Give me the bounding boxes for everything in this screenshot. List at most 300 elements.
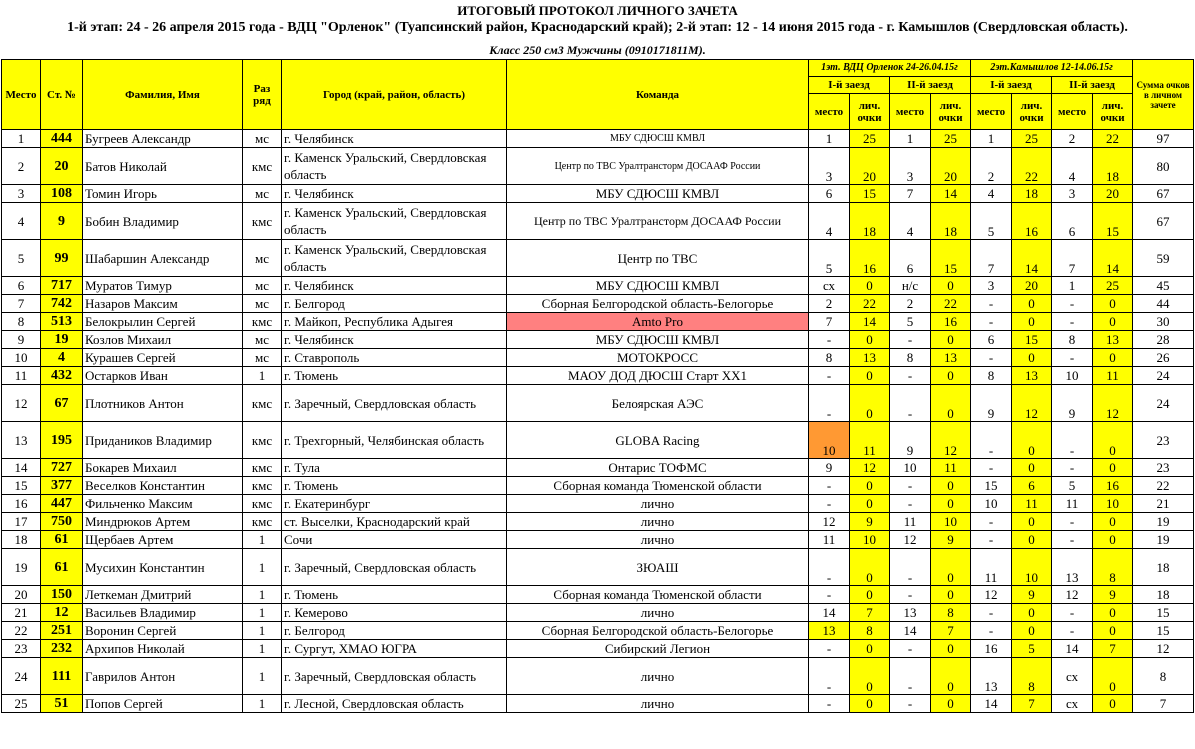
cell-points: 25 <box>850 130 890 148</box>
cell-place: 8 <box>2 313 41 331</box>
cell-team: Онтарис ТОФМС <box>507 459 809 477</box>
cell-name: Белокрылин Сергей <box>83 313 243 331</box>
cell-name: Бугреев Александр <box>83 130 243 148</box>
cell-name: Курашев Сергей <box>83 349 243 367</box>
cell-rank: 1 <box>243 604 282 622</box>
cell-city: г. Лесной, Свердловская область <box>282 695 507 713</box>
cell-position: 1 <box>809 130 850 148</box>
cell-position: 14 <box>971 695 1012 713</box>
cell-position: 5 <box>971 203 1012 240</box>
cell-position: 14 <box>890 622 931 640</box>
cell-points: 25 <box>931 130 971 148</box>
cell-city: г. Челябинск <box>282 185 507 203</box>
cell-place: 24 <box>2 658 41 695</box>
cell-position: 11 <box>809 531 850 549</box>
col-pts: лич. очки <box>850 94 890 130</box>
cell-name: Фильченко Максим <box>83 495 243 513</box>
cell-points: 0 <box>850 495 890 513</box>
cell-place: 7 <box>2 295 41 313</box>
cell-total: 12 <box>1133 640 1194 658</box>
cell-position: - <box>1052 604 1093 622</box>
col-pts: лич. очки <box>1093 94 1133 130</box>
cell-team: МАОУ ДОД ДЮСШ Старт ХХ1 <box>507 367 809 385</box>
cell-points: 16 <box>850 240 890 277</box>
cell-points: 10 <box>1012 549 1052 586</box>
col-pos: место <box>971 94 1012 130</box>
cell-position: 11 <box>890 513 931 531</box>
col-s1-race2: II-й заезд <box>890 77 971 94</box>
results-table <box>1 59 1194 713</box>
cell-rank: 1 <box>243 549 282 586</box>
cell-place: 3 <box>2 185 41 203</box>
cell-points: 0 <box>1012 295 1052 313</box>
cell-name: Придаников Владимир <box>83 422 243 459</box>
cell-rank: 1 <box>243 367 282 385</box>
cell-points: 0 <box>850 277 890 295</box>
cell-position: - <box>809 586 850 604</box>
cell-points: 9 <box>1012 586 1052 604</box>
cell-start-number: 51 <box>41 695 83 713</box>
cell-total: 26 <box>1133 349 1194 367</box>
cell-position: 8 <box>809 349 850 367</box>
cell-place: 11 <box>2 367 41 385</box>
cell-points: 22 <box>850 295 890 313</box>
table-row <box>2 313 1194 331</box>
cell-position: - <box>890 640 931 658</box>
table-row <box>2 203 1194 240</box>
cell-name: Плотников Антон <box>83 385 243 422</box>
cell-points: 12 <box>850 459 890 477</box>
cell-points: 8 <box>931 604 971 622</box>
cell-place: 20 <box>2 586 41 604</box>
cell-points: 8 <box>1012 658 1052 695</box>
cell-points: 7 <box>1093 640 1133 658</box>
cell-team: Белоярская АЭС <box>507 385 809 422</box>
cell-points: 8 <box>1093 549 1133 586</box>
cell-points: 22 <box>1093 130 1133 148</box>
cell-position: 6 <box>890 240 931 277</box>
class-line: Класс 250 см3 Мужчины (0910171811М). <box>489 43 706 57</box>
cell-points: 0 <box>1012 604 1052 622</box>
col-rank: Раз ряд <box>243 60 282 130</box>
cell-start-number: 61 <box>41 531 83 549</box>
cell-start-number: 444 <box>41 130 83 148</box>
cell-team: лично <box>507 531 809 549</box>
table-row <box>2 367 1194 385</box>
cell-position: 2 <box>809 295 850 313</box>
cell-position: 3 <box>971 277 1012 295</box>
cell-city: г. Тюмень <box>282 586 507 604</box>
cell-rank: кмс <box>243 313 282 331</box>
cell-total: 67 <box>1133 203 1194 240</box>
cell-city: г. Каменск Уральский, Свердловская область <box>282 148 507 185</box>
cell-points: 0 <box>1012 459 1052 477</box>
cell-position: - <box>890 367 931 385</box>
cell-points: 0 <box>931 367 971 385</box>
cell-city: г. Майкоп, Республика Адыгея <box>282 313 507 331</box>
cell-place: 10 <box>2 349 41 367</box>
cell-name: Томин Игорь <box>83 185 243 203</box>
cell-points: 15 <box>850 185 890 203</box>
cell-points: 0 <box>1012 422 1052 459</box>
cell-start-number: 67 <box>41 385 83 422</box>
col-team: Команда <box>507 60 809 130</box>
cell-team: Сибирский Легион <box>507 640 809 658</box>
cell-name: Миндрюков Артем <box>83 513 243 531</box>
table-row <box>2 549 1194 586</box>
cell-start-number: 20 <box>41 148 83 185</box>
cell-points: 14 <box>1012 240 1052 277</box>
cell-city: г. Заречный, Свердловская область <box>282 385 507 422</box>
cell-rank: мс <box>243 331 282 349</box>
cell-rank: мс <box>243 277 282 295</box>
cell-total: 8 <box>1133 658 1194 695</box>
cell-points: 6 <box>1012 477 1052 495</box>
cell-city: г. Заречный, Свердловская область <box>282 658 507 695</box>
cell-start-number: 12 <box>41 604 83 622</box>
cell-total: 18 <box>1133 549 1194 586</box>
cell-points: 13 <box>931 349 971 367</box>
cell-position: - <box>890 331 931 349</box>
cell-rank: мс <box>243 349 282 367</box>
cell-place: 1 <box>2 130 41 148</box>
cell-points: 8 <box>850 622 890 640</box>
cell-position: - <box>809 331 850 349</box>
cell-total: 24 <box>1133 385 1194 422</box>
cell-rank: 1 <box>243 622 282 640</box>
cell-place: 18 <box>2 531 41 549</box>
cell-position: 8 <box>890 349 931 367</box>
cell-name: Воронин Сергей <box>83 622 243 640</box>
cell-points: 16 <box>1012 203 1052 240</box>
cell-position: - <box>890 495 931 513</box>
cell-start-number: 377 <box>41 477 83 495</box>
table-row <box>2 640 1194 658</box>
cell-position: 16 <box>971 640 1012 658</box>
cell-position: - <box>809 495 850 513</box>
cell-position: 7 <box>890 185 931 203</box>
cell-points: 0 <box>931 640 971 658</box>
cell-position: 12 <box>1052 586 1093 604</box>
cell-position: - <box>971 349 1012 367</box>
table-row <box>2 185 1194 203</box>
cell-position: 1 <box>890 130 931 148</box>
cell-start-number: 9 <box>41 203 83 240</box>
cell-position: 4 <box>890 203 931 240</box>
cell-start-number: 447 <box>41 495 83 513</box>
cell-start-number: 108 <box>41 185 83 203</box>
cell-position: 12 <box>890 531 931 549</box>
cell-points: 0 <box>1012 622 1052 640</box>
cell-points: 18 <box>1012 185 1052 203</box>
cell-name: Муратов Тимур <box>83 277 243 295</box>
cell-name: Батов Николай <box>83 148 243 185</box>
cell-place: 17 <box>2 513 41 531</box>
cell-team: лично <box>507 495 809 513</box>
table-row <box>2 531 1194 549</box>
cell-position: - <box>809 477 850 495</box>
cell-points: 13 <box>1012 367 1052 385</box>
cell-points: 10 <box>931 513 971 531</box>
cell-place: 23 <box>2 640 41 658</box>
cell-team: Центр по ТВС Уралтрансторм ДОСААФ России <box>507 203 809 240</box>
cell-points: 11 <box>1093 367 1133 385</box>
cell-points: 0 <box>1093 295 1133 313</box>
cell-position: 5 <box>890 313 931 331</box>
cell-position: 14 <box>1052 640 1093 658</box>
table-row <box>2 495 1194 513</box>
table-row <box>2 477 1194 495</box>
cell-team: Сборная Белгородской область-Белогорье <box>507 295 809 313</box>
stages-line: 1-й этап: 24 - 26 апреля 2015 года - ВДЦ "Орленок" (Туапсинский район, Краснодарский край); 2-й этап: 12 - 14 июня 2015 года - г. Камышлов (Свердловская область). <box>67 20 1128 35</box>
cell-position: 3 <box>1052 185 1093 203</box>
cell-position: 10 <box>890 459 931 477</box>
table-row <box>2 459 1194 477</box>
cell-start-number: 61 <box>41 549 83 586</box>
cell-points: 0 <box>850 586 890 604</box>
cell-name: Щербаев Артем <box>83 531 243 549</box>
cell-start-number: 99 <box>41 240 83 277</box>
cell-position: 11 <box>1052 495 1093 513</box>
cell-city: г. Тюмень <box>282 477 507 495</box>
cell-points: 0 <box>1093 695 1133 713</box>
cell-points: 0 <box>850 640 890 658</box>
cell-start-number: 232 <box>41 640 83 658</box>
cell-position: сх <box>809 277 850 295</box>
cell-points: 0 <box>850 477 890 495</box>
cell-points: 10 <box>850 531 890 549</box>
cell-position: 6 <box>809 185 850 203</box>
cell-points: 13 <box>1093 331 1133 349</box>
table-row <box>2 513 1194 531</box>
cell-points: 0 <box>1093 658 1133 695</box>
cell-team: Сборная Белгородской область-Белогорье <box>507 622 809 640</box>
cell-points: 0 <box>850 367 890 385</box>
cell-position: - <box>890 385 931 422</box>
cell-place: 16 <box>2 495 41 513</box>
cell-start-number: 111 <box>41 658 83 695</box>
cell-city: г. Каменск Уральский, Свердловская область <box>282 203 507 240</box>
cell-points: 25 <box>1093 277 1133 295</box>
cell-position: 13 <box>890 604 931 622</box>
cell-rank: 1 <box>243 695 282 713</box>
cell-city: г. Тюмень <box>282 367 507 385</box>
cell-position: - <box>890 549 931 586</box>
cell-total: 22 <box>1133 477 1194 495</box>
cell-position: 3 <box>809 148 850 185</box>
cell-rank: кмс <box>243 477 282 495</box>
cell-position: 14 <box>809 604 850 622</box>
cell-team: МБУ СДЮСШ КМВЛ <box>507 277 809 295</box>
cell-position: - <box>809 695 850 713</box>
cell-points: 20 <box>1093 185 1133 203</box>
cell-name: Веселков Константин <box>83 477 243 495</box>
cell-city: г. Каменск Уральский, Свердловская область <box>282 240 507 277</box>
col-s2-race2: II-й заезд <box>1052 77 1133 94</box>
cell-points: 20 <box>1012 277 1052 295</box>
cell-points: 0 <box>850 549 890 586</box>
cell-total: 80 <box>1133 148 1194 185</box>
cell-points: 0 <box>931 495 971 513</box>
cell-team: МБУ СДЮСШ КМВЛ <box>507 331 809 349</box>
col-stage2: 2эт.Камышлов 12-14.06.15г <box>971 60 1133 77</box>
cell-points: 0 <box>1093 313 1133 331</box>
cell-points: 9 <box>1093 586 1133 604</box>
cell-team: лично <box>507 695 809 713</box>
cell-position: - <box>809 640 850 658</box>
cell-points: 22 <box>1012 148 1052 185</box>
cell-name: Мусихин Константин <box>83 549 243 586</box>
cell-position: 1 <box>1052 277 1093 295</box>
cell-position: 7 <box>1052 240 1093 277</box>
cell-name: Бокарев Михаил <box>83 459 243 477</box>
cell-points: 18 <box>850 203 890 240</box>
cell-start-number: 750 <box>41 513 83 531</box>
cell-rank: кмс <box>243 385 282 422</box>
cell-points: 9 <box>931 531 971 549</box>
cell-place: 14 <box>2 459 41 477</box>
table-row <box>2 658 1194 695</box>
cell-start-number: 432 <box>41 367 83 385</box>
cell-points: 11 <box>850 422 890 459</box>
cell-points: 12 <box>931 422 971 459</box>
cell-start-number: 195 <box>41 422 83 459</box>
cell-team: Центр по ТВС <box>507 240 809 277</box>
cell-position: 2 <box>971 148 1012 185</box>
cell-position: 8 <box>1052 331 1093 349</box>
cell-points: 14 <box>1093 240 1133 277</box>
cell-points: 0 <box>931 586 971 604</box>
cell-points: 0 <box>1012 513 1052 531</box>
cell-points: 0 <box>931 549 971 586</box>
cell-name: Архипов Николай <box>83 640 243 658</box>
cell-position: 7 <box>971 240 1012 277</box>
cell-position: сх <box>1052 695 1093 713</box>
cell-name: Козлов Михаил <box>83 331 243 349</box>
table-row <box>2 148 1194 185</box>
table-row <box>2 695 1194 713</box>
cell-position: 10 <box>971 495 1012 513</box>
cell-points: 7 <box>931 622 971 640</box>
cell-rank: 1 <box>243 658 282 695</box>
cell-place: 6 <box>2 277 41 295</box>
cell-position: 4 <box>809 203 850 240</box>
cell-position: 15 <box>971 477 1012 495</box>
cell-position: 13 <box>809 622 850 640</box>
col-name: Фамилия, Имя <box>83 60 243 130</box>
cell-team: лично <box>507 658 809 695</box>
cell-place: 22 <box>2 622 41 640</box>
cell-position: 13 <box>971 658 1012 695</box>
cell-name: Назаров Максим <box>83 295 243 313</box>
cell-start-number: 513 <box>41 313 83 331</box>
cell-start-number: 717 <box>41 277 83 295</box>
table-row <box>2 240 1194 277</box>
cell-place: 15 <box>2 477 41 495</box>
cell-position: - <box>809 549 850 586</box>
cell-team: GLOBA Racing <box>507 422 809 459</box>
cell-name: Васильев Владимир <box>83 604 243 622</box>
cell-points: 0 <box>1093 349 1133 367</box>
cell-total: 28 <box>1133 331 1194 349</box>
cell-position: - <box>809 385 850 422</box>
cell-points: 0 <box>1093 459 1133 477</box>
cell-position: 12 <box>971 586 1012 604</box>
cell-points: 11 <box>931 459 971 477</box>
cell-city: Сочи <box>282 531 507 549</box>
cell-place: 9 <box>2 331 41 349</box>
cell-city: г. Заречный, Свердловская область <box>282 549 507 586</box>
cell-points: 0 <box>1093 622 1133 640</box>
table-row <box>2 604 1194 622</box>
cell-points: 5 <box>1012 640 1052 658</box>
cell-position: - <box>971 459 1012 477</box>
cell-position: - <box>1052 531 1093 549</box>
cell-city: г. Челябинск <box>282 277 507 295</box>
cell-rank: кмс <box>243 513 282 531</box>
cell-place: 21 <box>2 604 41 622</box>
cell-rank: 1 <box>243 586 282 604</box>
cell-rank: кмс <box>243 203 282 240</box>
cell-total: 24 <box>1133 367 1194 385</box>
cell-position: 12 <box>809 513 850 531</box>
cell-team: Amto Pro <box>507 313 809 331</box>
cell-name: Бобин Владимир <box>83 203 243 240</box>
cell-points: 0 <box>1093 531 1133 549</box>
cell-points: 0 <box>931 658 971 695</box>
cell-start-number: 727 <box>41 459 83 477</box>
cell-total: 44 <box>1133 295 1194 313</box>
cell-city: г. Белгород <box>282 622 507 640</box>
cell-start-number: 19 <box>41 331 83 349</box>
cell-city: ст. Выселки, Краснодарский край <box>282 513 507 531</box>
cell-position: - <box>890 658 931 695</box>
cell-rank: кмс <box>243 422 282 459</box>
cell-points: 18 <box>1093 148 1133 185</box>
cell-rank: мс <box>243 130 282 148</box>
cell-position: - <box>890 695 931 713</box>
cell-place: 12 <box>2 385 41 422</box>
table-row <box>2 130 1194 148</box>
cell-total: 19 <box>1133 513 1194 531</box>
cell-position: - <box>890 477 931 495</box>
col-pos: место <box>809 94 850 130</box>
cell-city: г. Трехгорный, Челябинская область <box>282 422 507 459</box>
cell-points: 0 <box>931 331 971 349</box>
cell-city: г. Челябинск <box>282 130 507 148</box>
cell-position: 2 <box>1052 130 1093 148</box>
cell-points: 0 <box>850 385 890 422</box>
cell-total: 7 <box>1133 695 1194 713</box>
cell-team: МБУ СДЮСШ КМВЛ <box>507 185 809 203</box>
cell-city: г. Челябинск <box>282 331 507 349</box>
col-city: Город (край, район, область) <box>282 60 507 130</box>
cell-points: 0 <box>931 477 971 495</box>
cell-points: 15 <box>931 240 971 277</box>
cell-position: 9 <box>809 459 850 477</box>
cell-points: 10 <box>1093 495 1133 513</box>
cell-points: 0 <box>1012 349 1052 367</box>
cell-total: 67 <box>1133 185 1194 203</box>
cell-start-number: 251 <box>41 622 83 640</box>
cell-team: ЗЮАШ <box>507 549 809 586</box>
cell-total: 15 <box>1133 622 1194 640</box>
cell-city: г. Екатеринбург <box>282 495 507 513</box>
cell-position: 7 <box>809 313 850 331</box>
col-pos: место <box>1052 94 1093 130</box>
cell-position: - <box>971 422 1012 459</box>
cell-points: 0 <box>1012 313 1052 331</box>
